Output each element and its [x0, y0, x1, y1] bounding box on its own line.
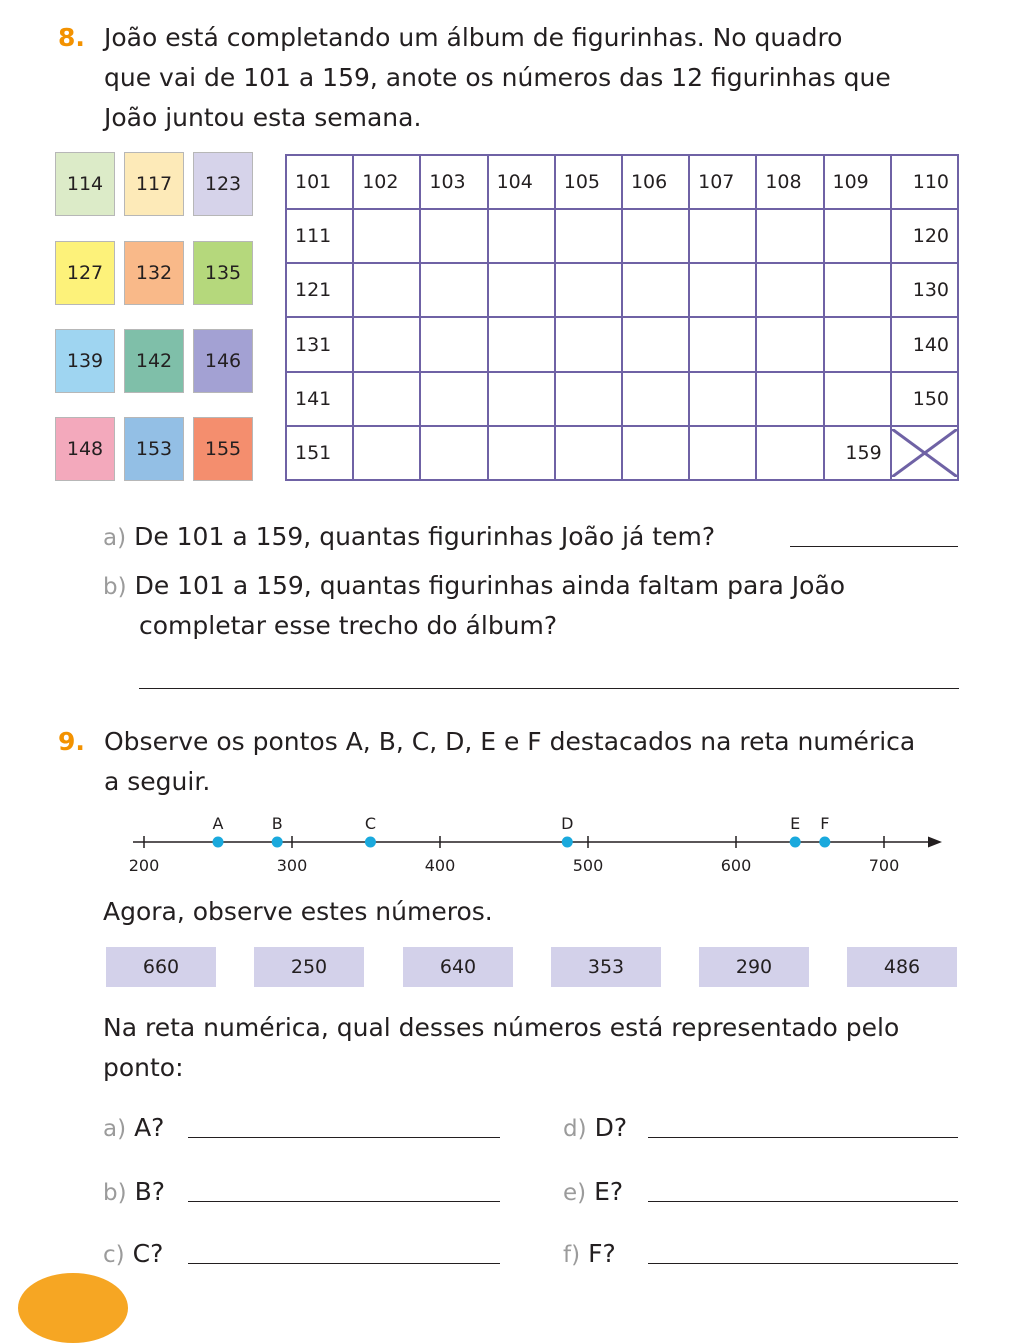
grid-cell-empty[interactable]: [622, 317, 689, 371]
grid-cell-empty[interactable]: [555, 372, 622, 426]
grid-cell: 121: [286, 263, 353, 317]
grid-row: [286, 263, 958, 317]
grid-cell-empty[interactable]: [555, 317, 622, 371]
number-option: 640: [403, 947, 513, 987]
number-option: 250: [254, 947, 364, 987]
grid-cell-empty[interactable]: [420, 372, 487, 426]
grid-cell: 106: [622, 155, 689, 209]
grid-cell: 151: [286, 426, 353, 480]
answer-point: B?: [134, 1177, 165, 1206]
grid-cell: 104: [488, 155, 555, 209]
answer-letter: a): [103, 1116, 127, 1142]
point-d: [562, 837, 573, 848]
grid-cell-empty[interactable]: [353, 263, 420, 317]
question-text-line: Observe os pontos A, B, C, D, E e F destacados na reta numérica: [104, 727, 916, 756]
grid-cell-empty[interactable]: [689, 372, 756, 426]
answer-letter: c): [103, 1242, 125, 1268]
sticker: 153: [124, 417, 184, 481]
grid-cell-empty[interactable]: [353, 317, 420, 371]
cross-mark-icon: [892, 429, 957, 477]
question-text-line: a seguir.: [104, 767, 211, 796]
grid-cell: 102: [353, 155, 420, 209]
grid-cell-empty[interactable]: [420, 209, 487, 263]
point-label: A: [212, 814, 224, 833]
sticker: 114: [55, 152, 115, 216]
sub-question-text: De 101 a 159, quantas figurinhas João já tem?: [134, 522, 716, 551]
grid-row: [286, 155, 958, 209]
sub-question-text: De 101 a 159, quantas figurinhas ainda faltam para João: [134, 571, 846, 600]
grid-cell: 131: [286, 317, 353, 371]
question-9-heading: [58, 722, 915, 802]
question-text-line: João juntou esta semana.: [104, 103, 422, 132]
grid-cell-empty[interactable]: [824, 372, 891, 426]
answer-line[interactable]: [188, 1137, 500, 1138]
point-label: E: [790, 814, 801, 833]
sub-question-letter: b): [103, 574, 127, 600]
grid-cell: 111: [286, 209, 353, 263]
grid-cell-empty[interactable]: [488, 372, 555, 426]
number-option: 353: [551, 947, 661, 987]
prompt-text-line: Na reta numérica, qual desses números está representado pelo: [103, 1013, 900, 1042]
point-b: [272, 837, 283, 848]
grid-cell-empty[interactable]: [756, 426, 823, 480]
answer-line[interactable]: [139, 688, 959, 689]
point-label: F: [820, 814, 830, 833]
number-option: 660: [106, 947, 216, 987]
grid-cell: 150: [891, 372, 958, 426]
sticker: 117: [124, 152, 184, 216]
grid-cell-empty[interactable]: [488, 426, 555, 480]
grid-row: [286, 209, 958, 263]
grid-row: [286, 372, 958, 426]
answer-line[interactable]: [188, 1263, 500, 1264]
tick-label: 300: [276, 856, 308, 875]
tick-label: 700: [868, 856, 900, 875]
grid-cell-empty[interactable]: [622, 426, 689, 480]
answer-line[interactable]: [790, 546, 958, 547]
tick-label: 400: [424, 856, 456, 875]
grid-cell: 130: [891, 263, 958, 317]
grid-cell-crossed: [891, 426, 958, 480]
grid-cell: 140: [891, 317, 958, 371]
answer-point: C?: [132, 1239, 164, 1268]
question-text-line: João está completando um álbum de figurinhas. No quadro: [104, 23, 843, 52]
grid-cell-empty[interactable]: [555, 263, 622, 317]
grid-cell: 109: [824, 155, 891, 209]
grid-cell-empty[interactable]: [488, 209, 555, 263]
grid-cell-empty[interactable]: [689, 317, 756, 371]
grid-cell-empty[interactable]: [756, 209, 823, 263]
grid-cell-empty[interactable]: [353, 426, 420, 480]
grid-row: [286, 317, 958, 371]
sub-question-a: [103, 517, 715, 558]
grid-cell-empty[interactable]: [622, 372, 689, 426]
sticker: 155: [193, 417, 253, 481]
grid-cell: 105: [555, 155, 622, 209]
point-a: [213, 837, 224, 848]
instruction-text: Agora, observe estes números.: [103, 897, 493, 926]
prompt-text-line: ponto:: [103, 1053, 184, 1082]
grid-cell: 107: [689, 155, 756, 209]
grid-cell-empty[interactable]: [689, 426, 756, 480]
grid-cell-empty[interactable]: [622, 263, 689, 317]
answer-item-e: [563, 1172, 623, 1213]
grid-cell-empty[interactable]: [824, 263, 891, 317]
page-number-badge: [18, 1273, 128, 1343]
sticker: 142: [124, 329, 184, 393]
sub-question-letter: a): [103, 525, 127, 551]
sticker: 132: [124, 241, 184, 305]
sub-question-b: [103, 566, 845, 607]
grid-cell-empty[interactable]: [420, 263, 487, 317]
grid-cell-empty[interactable]: [756, 372, 823, 426]
grid-cell-empty[interactable]: [824, 209, 891, 263]
sticker: 148: [55, 417, 115, 481]
answer-item-c: [103, 1234, 163, 1275]
number-option: 486: [847, 947, 957, 987]
point-label: B: [271, 814, 283, 833]
grid-cell-empty[interactable]: [555, 209, 622, 263]
number-grid: [285, 154, 959, 481]
answer-item-f: [563, 1234, 616, 1275]
grid-cell-empty[interactable]: [420, 317, 487, 371]
grid-cell-empty[interactable]: [420, 426, 487, 480]
tick-label: 200: [128, 856, 160, 875]
grid-cell: 120: [891, 209, 958, 263]
sticker: 139: [55, 329, 115, 393]
sticker: 123: [193, 152, 253, 216]
answer-line[interactable]: [188, 1201, 500, 1202]
point-c: [365, 837, 376, 848]
grid-cell-empty[interactable]: [488, 317, 555, 371]
grid-cell-empty[interactable]: [756, 263, 823, 317]
grid-cell-empty[interactable]: [689, 263, 756, 317]
grid-cell-empty[interactable]: [689, 209, 756, 263]
answer-point: A?: [134, 1113, 165, 1142]
grid-cell-empty[interactable]: [353, 372, 420, 426]
question-8-heading: [58, 18, 891, 138]
grid-cell-empty[interactable]: [824, 317, 891, 371]
grid-cell: 103: [420, 155, 487, 209]
grid-cell-empty[interactable]: [756, 317, 823, 371]
question-text-line: que vai de 101 a 159, anote os números das 12 figurinhas que: [104, 63, 891, 92]
sub-question-text-continued: completar esse trecho do álbum?: [139, 611, 558, 640]
point-label: D: [561, 814, 574, 833]
point-label: C: [364, 814, 377, 833]
point-e: [790, 837, 801, 848]
answer-letter: d): [563, 1116, 587, 1142]
tick-label: 600: [720, 856, 752, 875]
number-option: 290: [699, 947, 809, 987]
question-number: 8.: [58, 23, 85, 52]
question-number: 9.: [58, 727, 85, 756]
answer-line[interactable]: [648, 1201, 958, 1202]
answer-line[interactable]: [648, 1137, 958, 1138]
answer-line[interactable]: [648, 1263, 958, 1264]
arrow-head-icon: [928, 837, 942, 848]
answer-item-d: [563, 1108, 627, 1149]
answer-point: F?: [588, 1239, 616, 1268]
grid-cell-empty[interactable]: [622, 209, 689, 263]
answer-letter: b): [103, 1180, 127, 1206]
grid-cell: 159: [824, 426, 891, 480]
grid-cell: 101: [286, 155, 353, 209]
answer-item-b: [103, 1172, 165, 1213]
grid-cell-empty[interactable]: [353, 209, 420, 263]
answer-point: E?: [594, 1177, 624, 1206]
tick-label: 500: [572, 856, 604, 875]
sticker: 127: [55, 241, 115, 305]
grid-row: [286, 426, 958, 480]
answer-point: D?: [594, 1113, 628, 1142]
sticker: 146: [193, 329, 253, 393]
grid-cell: 108: [756, 155, 823, 209]
grid-cell: 110: [891, 155, 958, 209]
grid-cell-empty[interactable]: [488, 263, 555, 317]
grid-cell-empty[interactable]: [555, 426, 622, 480]
answer-letter: f): [563, 1242, 581, 1268]
answer-item-a: [103, 1108, 164, 1149]
point-f: [819, 837, 830, 848]
grid-cell: 141: [286, 372, 353, 426]
answer-letter: e): [563, 1180, 587, 1206]
sticker: 135: [193, 241, 253, 305]
